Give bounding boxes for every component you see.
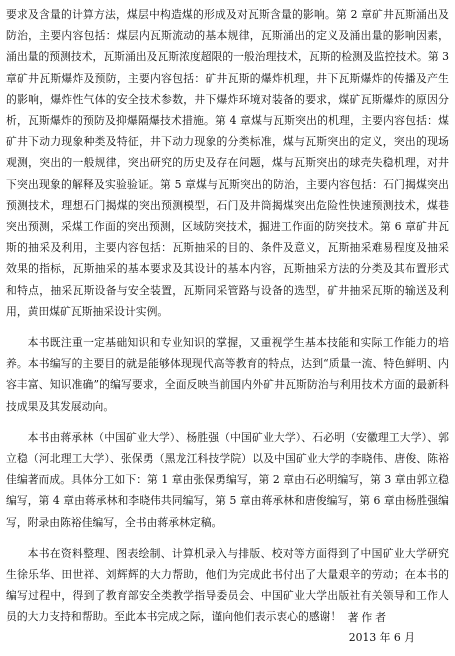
paragraph-goals: 本书既注重一定基础知识和专业知识的掌握，又重视学生基本技能和实际工作能力的培养。本书编写的主要目的就是能够体现现代高等教育的特点，达到“质量一流、特色鲜明、内容丰富、知识准确”的编写要求，全面反映当前国内外矿井瓦斯防治与利用技术方面的最新科技成果及其发展动向。 — [6, 336, 449, 413]
signature-author: 著作者 — [347, 611, 389, 624]
document-page — [6, 4, 449, 628]
paragraph-authors: 本书由蒋承林（中国矿业大学）、杨胜强（中国矿业大学）、石必明（安徽理工大学）、郭立稳（河北理工大学）、张保勇（黑龙江科技学院）以及中国矿业大学的李晓伟、唐俊、陈裕佳编著而成。具体分工如下：第 1 章由张保勇编写，第 2 章由石必明编写，第 3 章由郭立稳编写，第 4 章由蒋承林和李晓伟共同编写，第 5 章由蒋承林和唐俊编写，第 6 章由杨胜强编写，附录由陈裕佳编写，全书由蒋承林定稿。 — [6, 430, 449, 529]
paragraph-acknowledgements: 本书在资料整理、图表绘制、计算机录入与排版、校对等方面得到了中国矿业大学研究生徐乐华、田世祥、刘辉辉的大力帮助，他们为完成此书付出了大量艰辛的劳动；在本书的编写过程中，得到了教育部安全类教学指导委员会、中国矿业大学出版社有关领导和工作人员的大力支持和帮助。至此本书完成之际，谨向他们表示衷心的感谢！ — [6, 546, 449, 624]
paragraph-gap — [6, 533, 449, 543]
paragraph-chapter-overview: 要求及含量的计算方法，煤层中构造煤的形成及对瓦斯含量的影响。第 2 章矿井瓦斯涌出及防治，主要内容包括：煤层内瓦斯流动的基本规律，瓦斯涌出的定义及涌出量的影响因素，涌出量的预测技术，瓦斯涌出及瓦斯浓度超限的一般治理技术，瓦斯的检测及监控技术。第 3 章矿井瓦斯爆炸及预防，主要内容包括：矿井瓦斯的爆炸机理，井下瓦斯爆炸的传播及产生的影响，爆炸性气体的安全技术参数，井下爆炸环境对装备的要求，煤矿瓦斯爆炸的原因分析，瓦斯爆炸的预防及抑爆隔爆技术措施。第 4 章煤与瓦斯突出的机理，主要内容包括：煤矿井下动力现象种类及特征，井下动力现象的分类标准，煤与瓦斯突出的定义，突出的现场观测，突出的一般规律，突出研究的历史及存在问题，煤与瓦斯突出的球壳失稳机理，对井下突出现象的解释及实验验证。第 5 章煤与瓦斯突出的防治，主要内容包括：石门揭煤突出预测技术，理想石门揭煤的突出预测模型，石门及井筒揭煤突出危险性快速预测技术，煤巷突出预测，采煤工作面的突出预测，区域防突技术，掘进工作面的防突技术。第 6 章矿井瓦斯的抽采及利用，主要内容包括：瓦斯抽采的目的、条件及意义，瓦斯抽采难易程度及抽采效果的指标，瓦斯抽采的基本要求及其设计的基本内容，瓦斯抽采方法的分类及其布置形式和特点，抽采瓦斯设备与安全装置，瓦斯同采管路与设备的选型，矿井抽采瓦斯的输送及利用，黄田煤矿瓦斯抽采设计实例。 — [6, 8, 450, 318]
signature-date: 2013 年 6 月 — [348, 631, 415, 644]
paragraph-gap — [6, 417, 449, 427]
paragraph-gap — [6, 322, 449, 332]
